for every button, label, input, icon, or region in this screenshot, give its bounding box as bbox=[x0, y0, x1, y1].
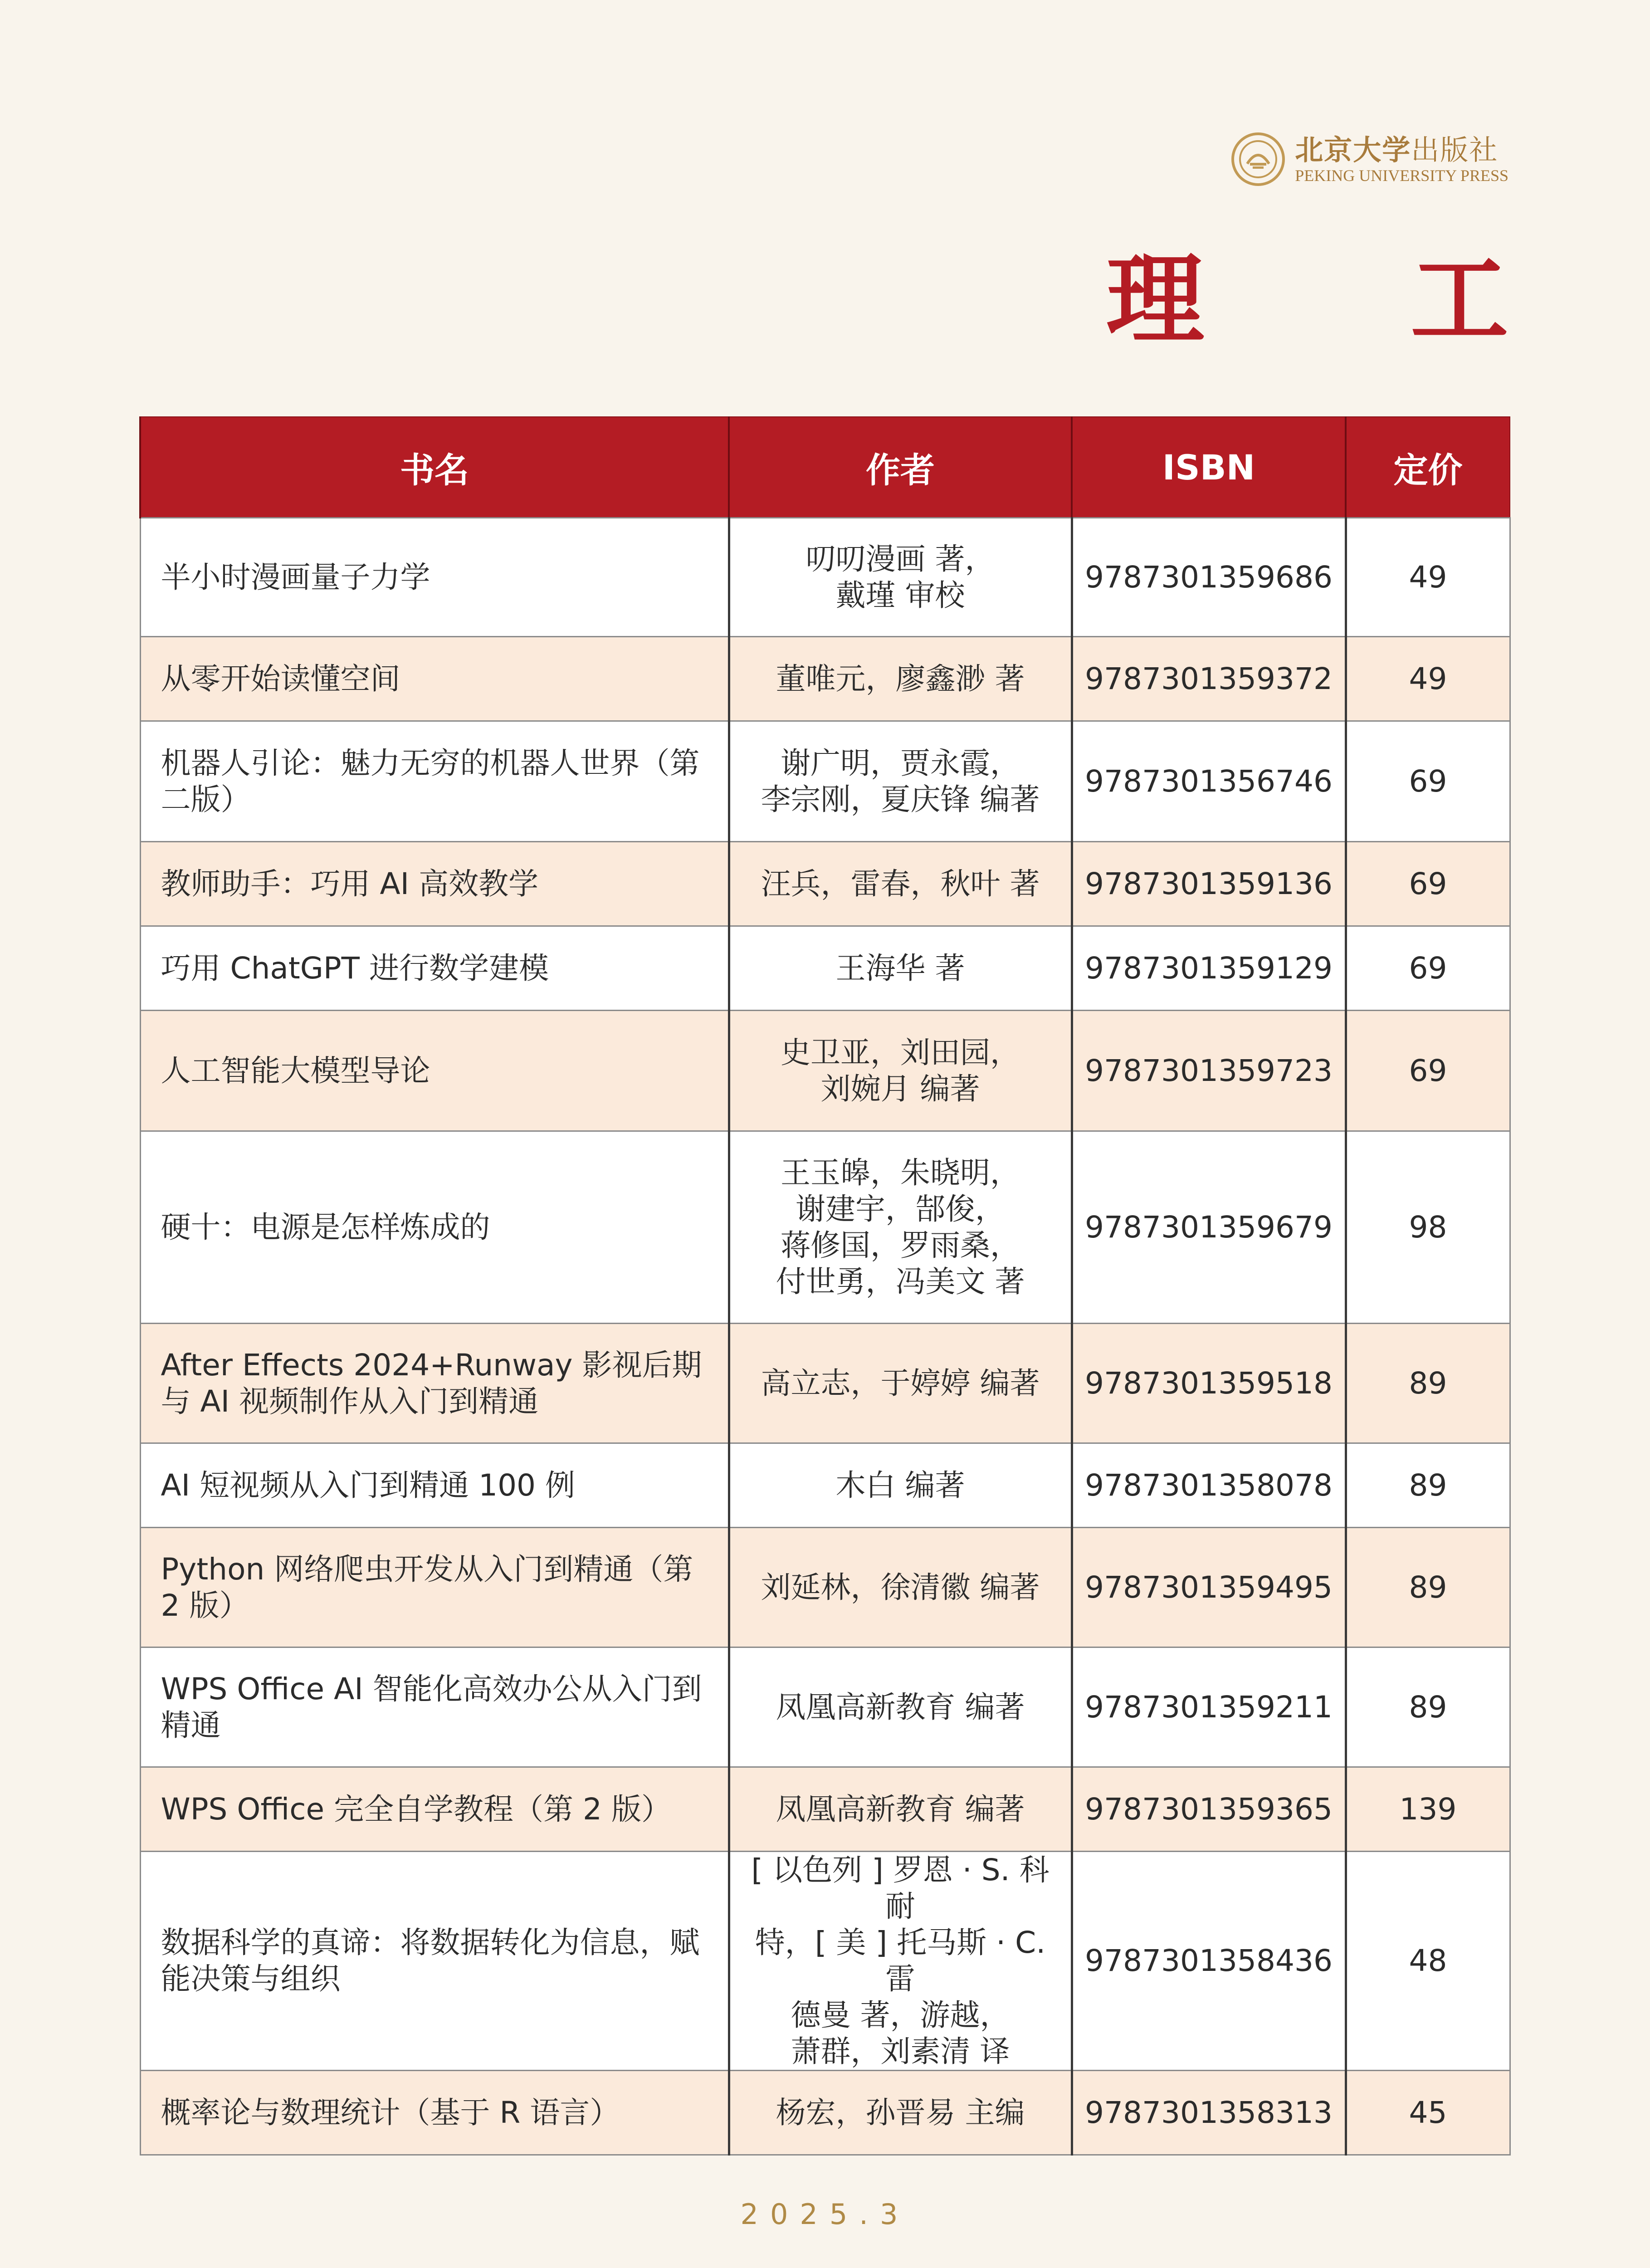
book-isbn: 9787301358436 bbox=[1072, 1852, 1346, 2071]
book-authors: 王海华 著 bbox=[729, 926, 1072, 1011]
book-price: 139 bbox=[1346, 1767, 1510, 1852]
book-price: 89 bbox=[1346, 1324, 1510, 1443]
book-title: 巧用 ChatGPT 进行数学建模 bbox=[140, 926, 729, 1011]
book-price: 49 bbox=[1346, 637, 1510, 721]
publisher-name-cn: 北京大学出版社 bbox=[1295, 133, 1499, 166]
table-row bbox=[140, 1443, 1510, 1528]
book-isbn: 9787301359723 bbox=[1072, 1011, 1346, 1131]
book-title: 硬十：电源是怎样炼成的 bbox=[140, 1131, 729, 1324]
table-row bbox=[140, 1767, 1510, 1852]
book-isbn: 9787301359686 bbox=[1072, 518, 1346, 637]
book-isbn: 9787301359518 bbox=[1072, 1324, 1346, 1443]
book-price: 48 bbox=[1346, 1852, 1510, 2071]
book-title: 人工智能大模型导论 bbox=[140, 1011, 729, 1131]
book-authors: 董唯元，廖鑫渺 著 bbox=[729, 637, 1072, 721]
table-row bbox=[140, 1011, 1510, 1131]
book-isbn: 9787301359211 bbox=[1072, 1647, 1346, 1767]
book-price: 98 bbox=[1346, 1131, 1510, 1324]
book-title: AI 短视频从入门到精通 100 例 bbox=[140, 1443, 729, 1528]
book-isbn: 9787301359365 bbox=[1072, 1767, 1346, 1852]
book-table bbox=[139, 416, 1511, 2156]
book-title: 机器人引论：魅力无穷的机器人世界（第二版） bbox=[140, 721, 729, 842]
table-row bbox=[140, 1852, 1510, 2071]
book-authors: 木白 编著 bbox=[729, 1443, 1072, 1528]
seal-logo-icon bbox=[1231, 132, 1285, 186]
book-isbn: 9787301358313 bbox=[1072, 2071, 1346, 2155]
header-title: 书名 bbox=[140, 417, 729, 518]
table-row bbox=[140, 1647, 1510, 1767]
table-row bbox=[140, 1131, 1510, 1324]
book-title: 从零开始读懂空间 bbox=[140, 637, 729, 721]
book-isbn: 9787301359136 bbox=[1072, 842, 1346, 926]
book-price: 69 bbox=[1346, 1011, 1510, 1131]
table-row bbox=[140, 1324, 1510, 1443]
book-title: WPS Office AI 智能化高效办公从入门到精通 bbox=[140, 1647, 729, 1767]
book-price: 69 bbox=[1346, 842, 1510, 926]
table-row bbox=[140, 637, 1510, 721]
book-price: 89 bbox=[1346, 1647, 1510, 1767]
publisher-logo bbox=[1231, 132, 1508, 186]
book-price: 45 bbox=[1346, 2071, 1510, 2155]
book-authors: 高立志，于婷婷 编著 bbox=[729, 1324, 1072, 1443]
book-authors: 王玉皞，朱晓明， 谢建宇，郜俊， 蒋修国，罗雨桑， 付世勇，冯美文 著 bbox=[729, 1131, 1072, 1324]
book-price: 49 bbox=[1346, 518, 1510, 637]
book-title: 半小时漫画量子力学 bbox=[140, 518, 729, 637]
book-price: 89 bbox=[1346, 1528, 1510, 1647]
book-isbn: 9787301359679 bbox=[1072, 1131, 1346, 1324]
header-isbn: ISBN bbox=[1072, 417, 1346, 518]
table-row bbox=[140, 518, 1510, 637]
book-title: Python 网络爬虫开发从入门到精通（第 2 版） bbox=[140, 1528, 729, 1647]
table-header-row bbox=[140, 417, 1510, 518]
table-row bbox=[140, 1528, 1510, 1647]
header-price: 定价 bbox=[1346, 417, 1510, 518]
book-title: 教师助手：巧用 AI 高效教学 bbox=[140, 842, 729, 926]
publisher-name-en: PEKING UNIVERSITY PRESS bbox=[1295, 166, 1508, 185]
book-authors: 刘延林，徐清徽 编著 bbox=[729, 1528, 1072, 1647]
book-price: 69 bbox=[1346, 721, 1510, 842]
book-isbn: 9787301359129 bbox=[1072, 926, 1346, 1011]
book-title: 概率论与数理统计（基于 R 语言） bbox=[140, 2071, 729, 2155]
header-author: 作者 bbox=[729, 417, 1072, 518]
book-title: After Effects 2024+Runway 影视后期与 AI 视频制作从入门到精通 bbox=[140, 1324, 729, 1443]
book-title: 数据科学的真谛：将数据转化为信息，赋能决策与组织 bbox=[140, 1852, 729, 2071]
table-row bbox=[140, 842, 1510, 926]
book-isbn: 9787301356746 bbox=[1072, 721, 1346, 842]
book-price: 69 bbox=[1346, 926, 1510, 1011]
book-isbn: 9787301359372 bbox=[1072, 637, 1346, 721]
book-authors: 汪兵，雷春，秋叶 著 bbox=[729, 842, 1072, 926]
book-price: 89 bbox=[1346, 1443, 1510, 1528]
book-authors: [ 以色列 ] 罗恩 · S. 科耐 特，[ 美 ] 托马斯 · C. 雷 德曼 著，游越， 萧群，刘素清 译 bbox=[729, 1852, 1072, 2071]
table-body bbox=[140, 518, 1510, 2155]
book-authors: 凤凰高新教育 编著 bbox=[729, 1767, 1072, 1852]
page-title: 理 工 bbox=[1106, 242, 1595, 357]
book-isbn: 9787301359495 bbox=[1072, 1528, 1346, 1647]
book-authors: 史卫亚，刘田园， 刘婉月 编著 bbox=[729, 1011, 1072, 1131]
book-authors: 叨叨漫画 著， 戴瑾 审校 bbox=[729, 518, 1072, 637]
table-row bbox=[140, 721, 1510, 842]
book-authors: 杨宏，孙晋易 主编 bbox=[729, 2071, 1072, 2155]
book-isbn: 9787301358078 bbox=[1072, 1443, 1346, 1528]
table-row bbox=[140, 2071, 1510, 2155]
footer-date: 2025.3 bbox=[740, 2198, 910, 2231]
table-row bbox=[140, 926, 1510, 1011]
book-authors: 谢广明，贾永霞， 李宗刚，夏庆锋 编著 bbox=[729, 721, 1072, 842]
book-authors: 凤凰高新教育 编著 bbox=[729, 1647, 1072, 1767]
book-title: WPS Office 完全自学教程（第 2 版） bbox=[140, 1767, 729, 1852]
